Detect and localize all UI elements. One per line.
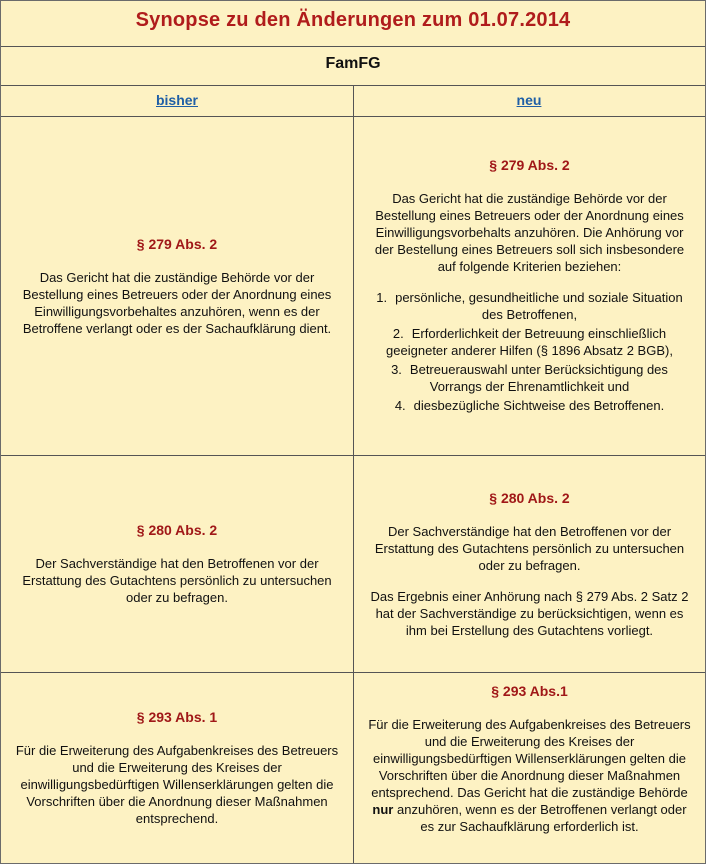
emphasis-nur: nur — [372, 802, 394, 817]
row-1-old-cell — [1, 117, 353, 455]
row-2-old-cell — [1, 456, 353, 672]
row-1-new-heading: § 279 Abs. 2 — [489, 156, 570, 173]
list-item: 3. Betreuerauswahl unter Berücksichtigung des Vorrangs der Ehrenamtlichkeit und — [391, 361, 668, 394]
page-title: Synopse zu den Änderungen zum 01.07.2014 — [135, 9, 571, 31]
row-3-new-text: Für die Erweiterung des Aufgabenkreises des Betreuers und die Erweiterung des Kreises der einwilligungsbedürftigen Willenserklärungen gelten die Vorschriften über die Anordnung dieser Maßnahmen entsprechend. Das Gericht hat die zuständige Behörde nur anzuhören, wenn es der Betroffenen verlangt oder es zur Sachaufklärung erforderlich ist. — [368, 717, 691, 834]
row-2-new-text: Der Sachverständige hat den Betroffenen vor der Erstattung des Gutachtens persönlich zu untersuchen oder zu befragen. — [374, 523, 685, 573]
row-3-new-cell — [354, 673, 705, 863]
row-3-new-heading: § 293 Abs.1 — [491, 683, 568, 699]
row-1-new-cell — [354, 117, 705, 455]
row-1-old-text: Das Gericht hat die zuständige Behörde vor der Bestellung eines Betreuers oder der Anordnung eines Einwilligungsvorbehaltes anzuhören, wenn es der Betroffene verlangt oder es der Sachaufklärung dient. — [22, 269, 332, 336]
row-2-new-text-2: Das Ergebnis einer Anhörung nach § 279 Abs. 2 Satz 2 hat der Sachverständige zu berücksichtigen, wenn es ihm bei Erstellung des Gutachtens vorliegt. — [370, 588, 689, 638]
row-2-old-text: Der Sachverständige hat den Betroffenen vor der Erstattung des Gutachtens persönlich zu untersuchen oder zu befragen. — [22, 556, 332, 605]
list-item: 2. Erforderlichkeit der Betreuung einschließlich geeigneter anderer Hilfen (§ 1896 Absatz 2 BGB), — [386, 325, 673, 358]
list-item: 4. diesbezügliche Sichtweise des Betroffenen. — [394, 397, 665, 413]
column-header-neu[interactable]: neu — [516, 92, 542, 108]
row-3-old-text: Für die Erweiterung des Aufgabenkreises des Betreuers und die Erweiterung des Kreises der einwilligungsbedürftigen Willenserklärungen gelten die Vorschriften über die Anordnung dieser Maßnahmen entsprechend. — [15, 743, 339, 826]
row-2-new-cell — [354, 456, 705, 672]
row-1-new-criteria-list — [366, 289, 693, 416]
column-header-bisher[interactable]: bisher — [155, 92, 198, 108]
row-1-new-text: Das Gericht hat die zuständige Behörde vor der Bestellung eines Betreuers oder der Anordnung eines Einwilligungsvorbehalts anzuhören. Die Anhörung vor der Bestellung eines Betreuers soll sich insbesondere auf folgende Kriterien beziehen: — [374, 190, 685, 274]
divider — [1, 46, 705, 47]
row-2-old-heading: § 280 Abs. 2 — [136, 522, 218, 538]
list-item: 1. persönliche, gesundheitliche und soziale Situation des Betroffenen, — [376, 289, 683, 322]
row-2-new-heading: § 280 Abs. 2 — [489, 489, 570, 506]
row-1-old-heading: § 279 Abs. 2 — [136, 235, 218, 252]
row-3-old-heading: § 293 Abs. 1 — [136, 709, 218, 725]
row-3-old-cell — [1, 673, 353, 863]
law-name: FamFG — [325, 55, 381, 72]
